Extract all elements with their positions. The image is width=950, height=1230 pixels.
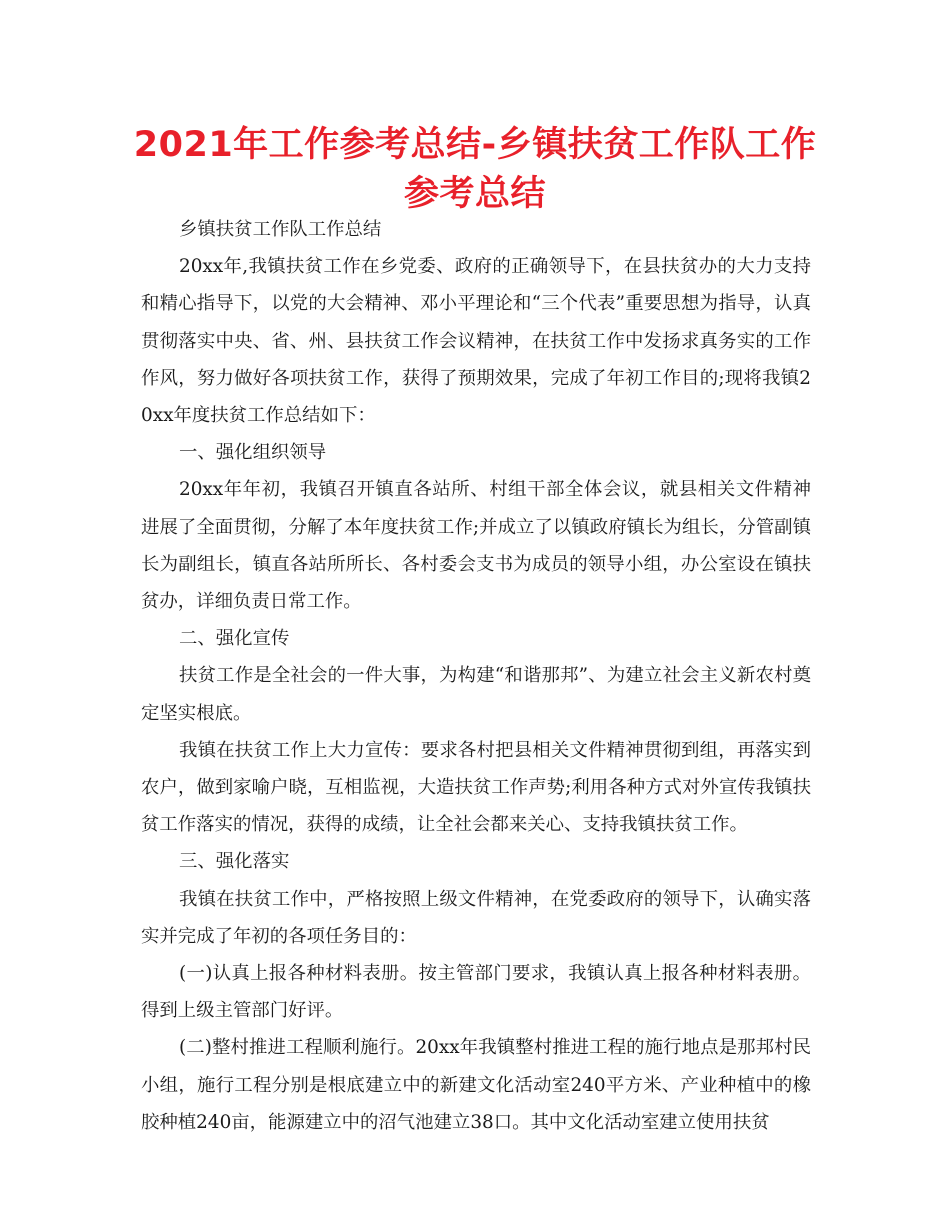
paragraph-item-2: (二)整村推进工程顺利施行。20xx年我镇整村推进工程的施行地点是那邦村民小组，施行工程分别是根底建立中的新建文化活动室240平方米、产业种植中的橡胶种植240亩，能源建立中的沼气池建立38口。其中文化活动室建立使用扶贫 <box>141 1037 811 1133</box>
paragraph-implementation: 我镇在扶贫工作中，严格按照上级文件精神，在党委政府的领导下，认确实落实并完成了年初的各项任务目的： <box>141 888 811 947</box>
paragraph-intro: 20xx年,我镇扶贫工作在乡党委、政府的正确领导下，在县扶贫办的大力支持和精心指导下，以党的大会精神、邓小平理论和“三个代表”重要思想为指导，认真贯彻落实中央、省、州、县扶贫工作会议精神，在扶贫工作中发扬求真务实的工作作风，努力做好各项扶贫工作，获得了预期效果，完成了年初工作目的;现将我镇20xx年度扶贫工作总结如下： <box>141 256 811 427</box>
section-heading-publicity: 二、强化宣传 <box>179 628 290 650</box>
document-body <box>141 211 811 1141</box>
paragraph-publicity-2: 我镇在扶贫工作上大力宣传：要求各村把县相关文件精神贯彻到组，再落实到农户，做到家喻户晓，互相监视，大造扶贫工作声势;利用各种方式对外宣传我镇扶贫工作落实的情况，获得的成绩，让全社会都来关心、支持我镇扶贫工作。 <box>141 739 811 836</box>
paragraph-organization: 20xx年年初，我镇召开镇直各站所、村组干部全体会议，就县相关文件精神进展了全面贯彻，分解了本年度扶贫工作;并成立了以镇政府镇长为组长，分管副镇长为副组长，镇直各站所所长、各村委会支书为成员的领导小组，办公室设在镇扶贫办，详细负责日常工作。 <box>141 479 811 613</box>
document-title: 2021年工作参考总结-乡镇扶贫工作队工作参考总结 <box>133 125 817 214</box>
paragraph-publicity-1: 扶贫工作是全社会的一件大事，为构建“和谐那邦”、为建立社会主义新农村奠定坚实根底。 <box>141 665 811 724</box>
paragraph-subtitle: 乡镇扶贫工作队工作总结 <box>179 219 382 240</box>
section-heading-organization: 一、强化组织领导 <box>179 442 327 464</box>
paragraph-item-1: (一)认真上报各种材料表册。按主管部门要求，我镇认真上报各种材料表册。得到上级主管部门好评。 <box>141 963 811 1022</box>
section-heading-implementation: 三、强化落实 <box>179 851 290 873</box>
